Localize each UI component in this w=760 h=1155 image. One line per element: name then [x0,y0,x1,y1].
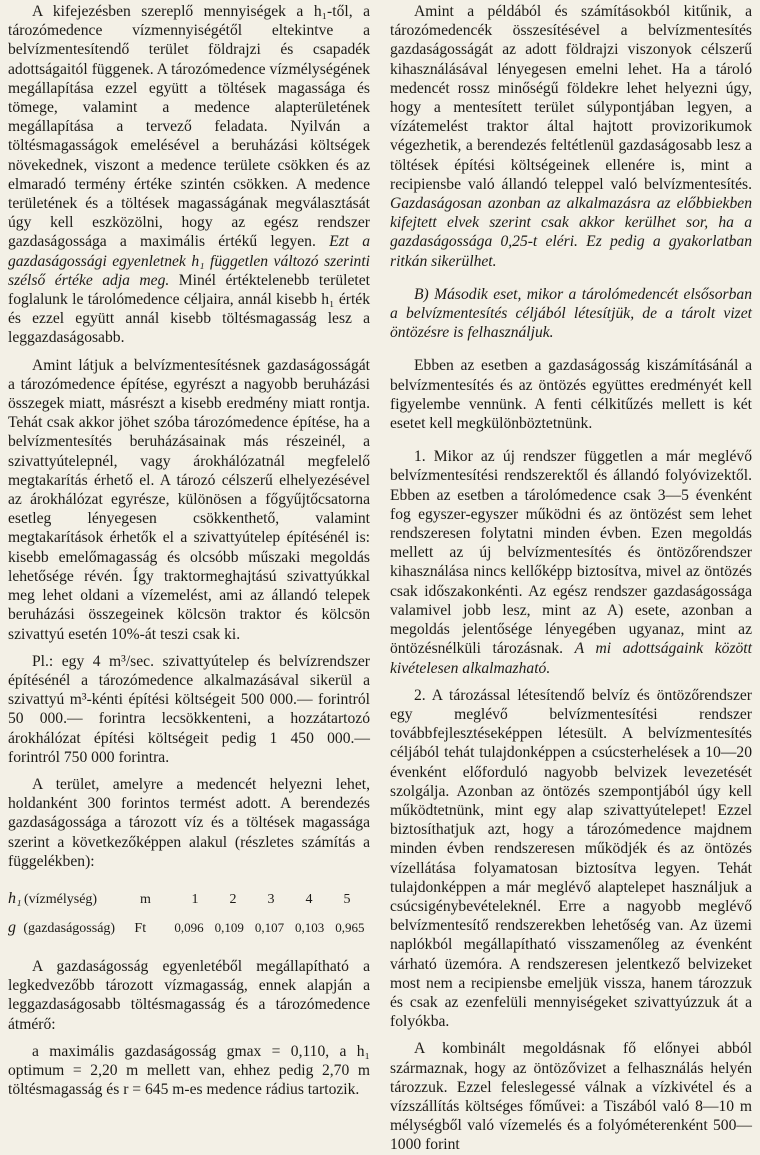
paragraph: 2. A tározással létesítendő belvíz és öntözőrendszer egy meglévő belvízmentesítési rendszer továbbfejlesztéseképpen létesült. A belvízmentesítés céljából tehát tulajdonképpen a csúcsterhelések a 10—20 évenként előforduló nagyobb belvizek levezetését szolgálja. Azonban az öntözés szempontjából úgy kell működtetnünk, mint egy alap szivattyútelepet! Ezzel biztosíthatjuk azt, hogy a tározómedence majdnem minden évben rendszeresen működjék és az öntözés vízellátása folyamatosan biztosítva legyen. Tehát tulajdonképpen a már meglévő alaptelepet használjuk a csúcsigénybevételeknél. Erre a nagyobb meglévő belvízmentesítő rendszerekben lehetőség van. Az üzemi naplókból megállapítható visszamenőleg az évenként várható üzemóra. A rendszeresen jelentkező belvizeket most nem a recipiensbe emeljük vissza, hanem tározzuk és csak az ezenfelüli mennyiségeket szivattyúzzuk át a folyókba. [390,686,752,1031]
paragraph [8,2,370,348]
paragraph: Ebben az esetben a gazdaságosság kiszámításánál a belvízmentesítés és az öntözés együttes eredményét kell figyelembe vennünk. A fenti célkitűzés mellett is két esetet kell megkülönböztetnünk. [390,357,752,433]
paragraph: A gazdaságosság egyenletéből megállapítható a legkedvezőbb tározott vízmagasság, ennek alapján a leggazdaságosabb töltésmagasság és a tározómedence átmérő: [8,957,370,1033]
paragraph [390,447,752,677]
table-cell: 0,096 [174,919,204,935]
table-cell: 4 [305,891,313,907]
paragraph: Amint látjuk a belvízmentesítésnek gazdaságosságát a tározómedence építése, egyrészt a nagyobb beruházási összegek miatt, másrészt a kisebb eredmény miatt rontja. Tehát csak akkor jöhet szóba tározómedence építése, ha a belvízmentesítés beruházásainak más részeinél, a szivattyútelepnél, vagy árokhálózatnál megfelelő megtakarítás érhető el. A tározó célszerű elhelyezésével az árokhálózat egyrésze, különösen a főgyűjtőcsatorna esetleg lényegesen csökkenthető, valamint megtakarítások érhetők el a szivattyútelep építésénél is: kisebb emelőmagasság és olcsóbb műszaki megoldás lehetősége révén. Így traktormeghajtású szivattyúkkal meg lehet oldani a vízemelést, ami az állandó telepek beruházási összegeinek kölcsön traktor és kölcsön szivattyú esetén 10%-át teszi csak ki. [8,356,370,643]
text: Minél értéktelenebb területet foglalunk le tárolómedence céljaira, annál kisebb h₁ érték és ezzel együtt annál kisebb töltésmagasság lesz a leggazdaságosabb. [8,271,370,347]
paragraph [390,2,752,271]
row-label: (vízmélység) [24,891,98,907]
right-column [390,2,752,1154]
emphasis-text: Gazdaságosan azonban az alkalmazásra az előbbiekben kifejtett elvek szerint csak akkor kerülhet sor, ha a gazdaságossága 0,25-t eléri. Ez pedig a gyakorlatban ritkán sikerülhet. [390,195,752,270]
symbol: g [8,918,16,936]
table-cell: 0,107 [254,919,285,935]
row-label: (gazdaságosság) [23,920,116,936]
text: 1. Mikor az új rendszer független a már meglévő belvízmentesítési rendszerektől és állandó folyóvizektől. Ebben az esetben a tárolómedence csak 3—5 évenként fog egyszer-egyszer működni és az öntözést sem lehet rendszeresen folytatni minden évben. Ezen megoldás mellett az új belvízmentesítés és öntözőrendszer kihasználása nincs kellőképp biztosítva, mivel az öntözés csak időszakonkénti. Az egész rendszer gazdaságossága valamivel jobb lesz, mint az A) esete, azonban a megoldás jelentősége lényegében ugyanaz, mint az öntözésnélküli tározásnak. [390,448,752,658]
emphasis-text: Ezt a gazdaságossági egyenletnek h₁ független változó szerinti szélső értéke adja meg. [8,233,371,289]
text: A kifejezésben szereplő mennyiségek a h₁-től, a tározómedence vízmennyiségétől eltekintve a belvízmentesítendő terület földrajzi és csapadék adottságaitól függenek. A tározómedence vízmélységének megállapítása ezzel együtt a töltések magassága és tömege, valamint a medence alapterületének megállapítása a tervező feladata. Nyilván a töltésmagasságok emelésével a beruházási költségek növekednek, viszont a medence területe csökken és az elmaradó termény értéke szintén csökken. A medence területének és a töltések magasságának megválasztását úgy kell eszközölni, hogy az egész rendszer gazdaságossága a maximális értékű legyen. [8,3,370,251]
table-cell: 2 [229,891,237,907]
table-cell: 1 [191,891,199,907]
table-cell: 0,103 [295,919,325,935]
emphasis-text: A mi adottságaink között kivételesen alkalmazható. [390,640,752,677]
paragraph: a maximális gazdaságosság gmax = 0,110, a h₁ optimum = 2,20 m mellett van, ehhez pedig 2,70 m töltésmagasság és r = 645 m-es medence rádius tartozik. [8,1042,370,1099]
left-column [8,2,371,1099]
unit: Ft [134,920,147,936]
table-row [8,885,370,914]
section-heading: B) Második eset, mikor a tárolómedencét elsősorban a belvízmentesítés céljából létesítjük, de a tárolt vizet öntözésre is felhasználjuk. [390,285,752,342]
table-cell: 0,965 [335,919,365,935]
table-row [8,914,370,943]
paragraph: A terület, amelyre a medencét helyezni lehet, holdanként 300 forintos termést adott. A berendezés gazdaságossága a tározott víz és a töltések magassága szerint a következőképpen alakul (részletes számítás a függelékben): [8,775,370,870]
table-cell: 0,109 [214,919,244,935]
paragraph: Pl.: egy 4 m³/sec. szivattyútelep és belvízrendszer építésénél a tározómedence alkalmazásával sikerül a szivattyú m³-kénti építési költségeit 500 000.— forintról 50 000.— forintra lecsökkenteni, a hozzátartozó árokhálózat építési költségeit pedig 1 450 000.— forintról 750 000 forintra. [8,652,370,766]
text: Amint a példából és számításokból kitűnik, a tározómedencék összesítésével a belvízmentesítés gazdaságosságát az adott földrajzi viszonyok célszerű kihasználásával lényegesen emelni lehet. Ha a tároló medencét rossz minőségű földekre lehet helyezni úgy, hogy a mentesített terület súlypontjában legyen, a vízátemelést traktor által hajtott provizorikumok végezhetik, a berendezés feltétlenül gazdaságosabb lesz a töltések építési költségeinek ellenére is, mint a recipiensbe való állandó teleppel való belvízmentesítés. [390,3,752,193]
paragraph: A kombinált megoldásnak fő előnyei abból származnak, hogy az öntözővizet a felhasználás helyén tározzuk. Ezzel feleslegessé válnak a vízkivétel és a vízszállítás költséges főművei: a Tiszából való 8—10 m mélységből való vízemelés és a folyóméterenként 500—1000 forint [390,1040,752,1154]
symbol: h₁ [8,889,22,907]
results-table [8,885,370,943]
table-cell: 3 [267,891,275,907]
table-cell: 5 [343,891,351,907]
unit: m [140,891,151,907]
